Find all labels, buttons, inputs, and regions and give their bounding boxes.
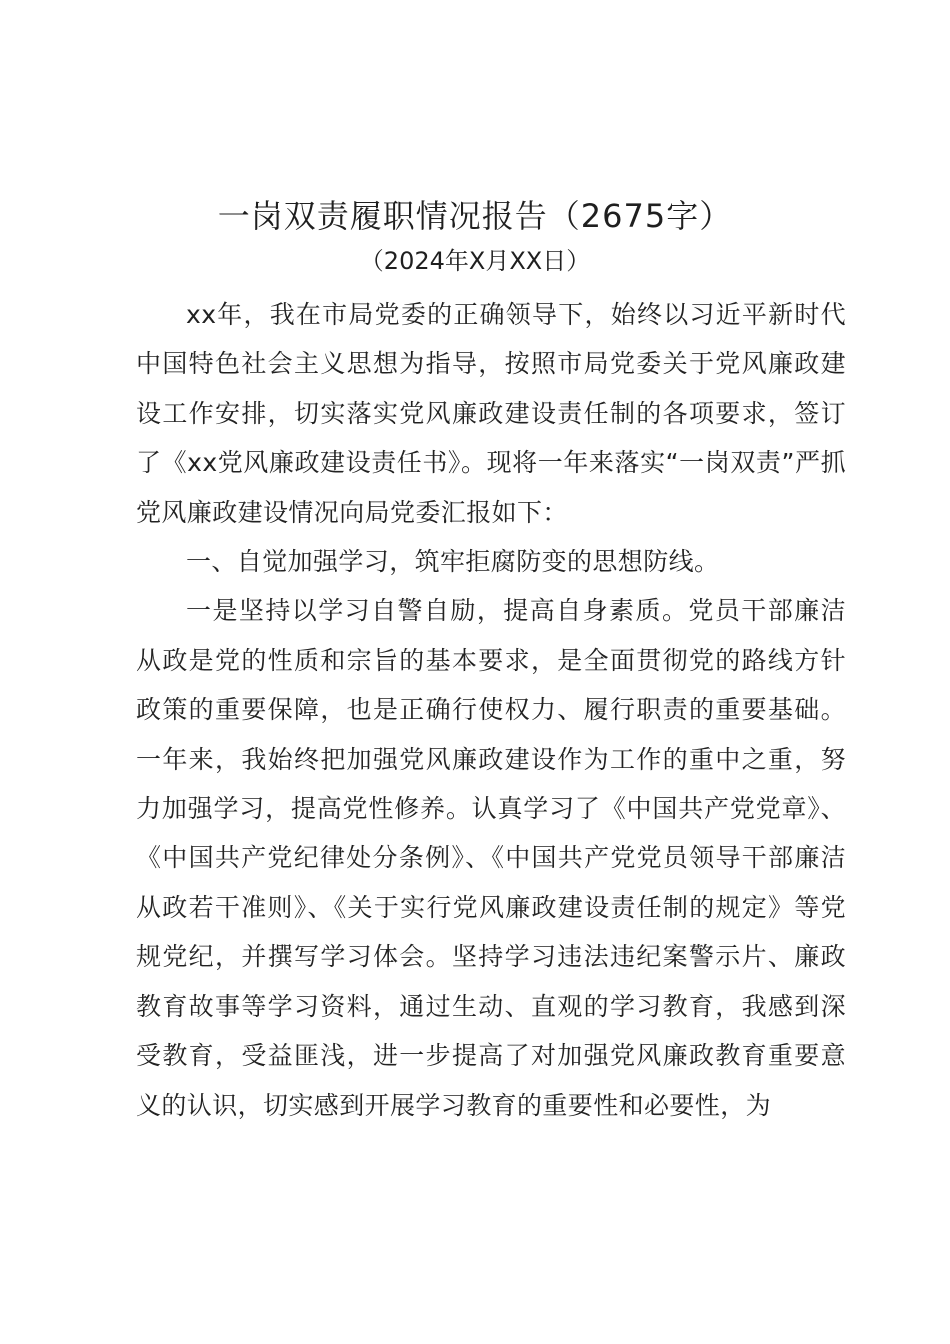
intro-paragraph: xx年，我在市局党委的正确领导下，始终以习近平新时代中国特色社会主义思想为指导，按照市局党委关于党风廉政建设工作安排，切实落实党风廉政建设责任制的各项要求，签订了《xx党风廉政建设责任书》。现将一年来落实“一岗双责”严抓党风廉政建设情况向局党委汇报如下： [136,300,846,527]
body-paragraph-1: 一是坚持以学习自警自励，提高自身素质。党员干部廉洁从政是党的性质和宗旨的基本要求，是全面贯彻党的路线方针政策的重要保障，也是正确行使权力、履行职责的重要基础。一年来，我始终把加强党风廉政建设作为工作的重中之重，努力加强学习，提高党性修养。认真学习了《中国共产党党章》、《中国共产党纪律处分条例》、《中国共产党党员领导干部廉洁从政若干准则》、《关于实行党风廉政建设责任制的规定》等党规党纪，并撰写学习体会。坚持学习违法违纪案警示片、廉政教育故事等学习资料，通过生动、直观的学习教育，我感到深受教育，受益匪浅，进一步提高了对加强党风廉政教育重要意义的认识，切实感到开展学习教育的重要性和必要性，为 [136,596,846,1120]
section-heading-1: 一、自觉加强学习，筑牢拒腐防变的思想防线。 [186,547,720,577]
document-body [136,290,846,1130]
document-title: 一岗双责履职情况报告（2675字） [217,197,733,235]
document-date: （2024年X月XX日） [359,247,591,275]
